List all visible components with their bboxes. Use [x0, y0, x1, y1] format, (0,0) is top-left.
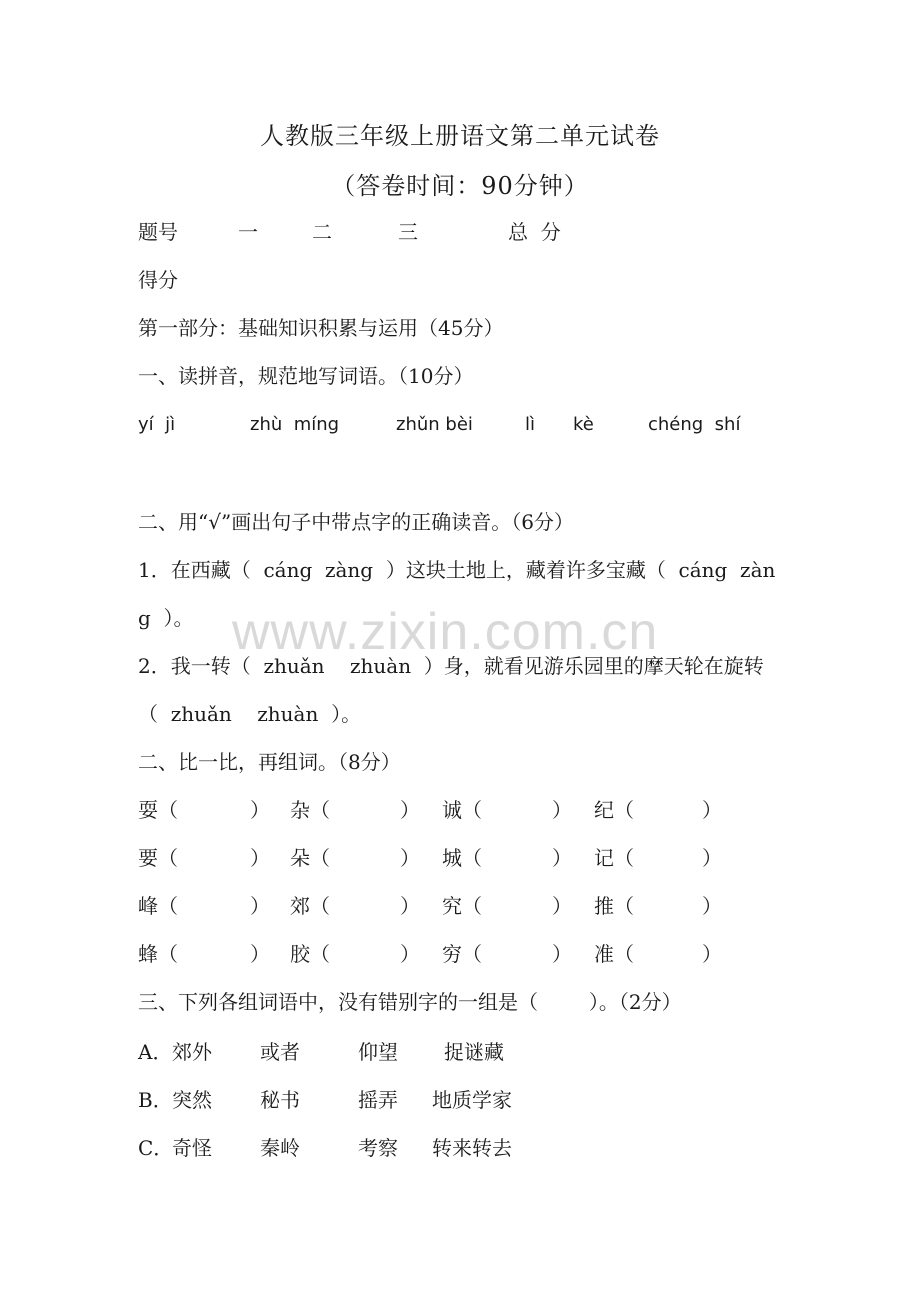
compare-char: 蜂（ — [138, 942, 178, 966]
question-1-line-2: g ）。 — [138, 606, 194, 630]
compare-char: 耍（ — [138, 798, 178, 822]
compare-close: ） — [702, 846, 722, 870]
compare-char: 究（ — [442, 894, 482, 918]
option-label: A． — [138, 1040, 173, 1064]
watermark: www.zixin.com.cn — [232, 603, 659, 661]
score-header-one: 一 — [238, 220, 258, 244]
compare-close: ） — [552, 846, 572, 870]
compare-close: ） — [552, 942, 572, 966]
compare-char: 城（ — [442, 846, 482, 870]
option-word: 秘书 — [260, 1088, 300, 1112]
compare-char: 准（ — [594, 942, 634, 966]
compare-close: ） — [552, 894, 572, 918]
compare-close: ） — [250, 894, 270, 918]
part1-heading: 第一部分：基础知识积累与运用（45分） — [138, 316, 504, 340]
section3-heading: 二、比一比，再组词。（8分） — [138, 750, 401, 774]
compare-char: 杂（ — [290, 798, 330, 822]
pinyin-item: chéng shí — [648, 414, 741, 435]
compare-char: 峰（ — [138, 894, 178, 918]
compare-close: ） — [400, 942, 420, 966]
compare-char: 记（ — [594, 846, 634, 870]
option-word: 郊外 — [172, 1040, 212, 1064]
pinyin-item: zhù míng — [250, 414, 340, 435]
question-2-line-1: 2．我一转（ zhuǎn zhuàn ）身，就看见游乐园里的摩天轮在旋转 — [138, 654, 764, 678]
compare-char: 郊（ — [290, 894, 330, 918]
pinyin-item: zhǔn bèi — [396, 414, 473, 435]
option-word: 转来转去 — [432, 1136, 512, 1160]
score-header-two: 二 — [312, 220, 332, 244]
option-label: C． — [138, 1136, 174, 1160]
section4-heading: 三、下列各组词语中，没有错别字的一组是（ ）。（2分） — [138, 990, 682, 1014]
compare-close: ） — [400, 894, 420, 918]
compare-char: 推（ — [594, 894, 634, 918]
option-word: 捉谜藏 — [444, 1040, 504, 1064]
compare-close: ） — [250, 942, 270, 966]
option-word: 地质学家 — [432, 1088, 512, 1112]
option-word: 仰望 — [358, 1040, 398, 1064]
compare-char: 穷（ — [442, 942, 482, 966]
pinyin-item: kè — [573, 414, 594, 435]
option-word: 考察 — [358, 1136, 398, 1160]
option-word: 或者 — [260, 1040, 300, 1064]
question-1-line-1: 1．在西藏（ cáng zàng ）这块土地上，藏着许多宝藏（ cáng zàn — [138, 558, 776, 582]
compare-char: 纪（ — [594, 798, 634, 822]
compare-close: ） — [250, 798, 270, 822]
compare-char: 朵（ — [290, 846, 330, 870]
compare-char: 要（ — [138, 846, 178, 870]
compare-char: 诚（ — [442, 798, 482, 822]
compare-close: ） — [250, 846, 270, 870]
compare-close: ） — [702, 798, 722, 822]
option-word: 摇弄 — [358, 1088, 398, 1112]
exam-title: 人教版三年级上册语文第二单元试卷 — [260, 122, 660, 150]
compare-close: ） — [552, 798, 572, 822]
compare-close: ） — [702, 894, 722, 918]
compare-char: 胶（ — [290, 942, 330, 966]
compare-close: ） — [400, 846, 420, 870]
option-word: 突然 — [172, 1088, 212, 1112]
pinyin-item: yí jì — [138, 414, 176, 435]
score-header-total: 总 分 — [508, 220, 561, 244]
option-word: 秦岭 — [260, 1136, 300, 1160]
compare-close: ） — [400, 798, 420, 822]
option-word: 奇怪 — [172, 1136, 212, 1160]
score-header-three: 三 — [398, 220, 418, 244]
section2-heading: 二、用“√”画出句子中带点字的正确读音。（6分） — [138, 510, 574, 534]
question-2-line-2: （ zhuǎn zhuàn ）。 — [138, 702, 362, 726]
section1-heading: 一、读拼音，规范地写词语。（10分） — [138, 364, 474, 388]
score-header-number: 题号 — [138, 220, 178, 244]
pinyin-item: lì — [525, 414, 536, 435]
exam-duration: （答卷时间：90分钟） — [331, 172, 589, 200]
compare-close: ） — [702, 942, 722, 966]
option-label: B． — [138, 1088, 173, 1112]
score-row-label: 得分 — [138, 268, 178, 292]
